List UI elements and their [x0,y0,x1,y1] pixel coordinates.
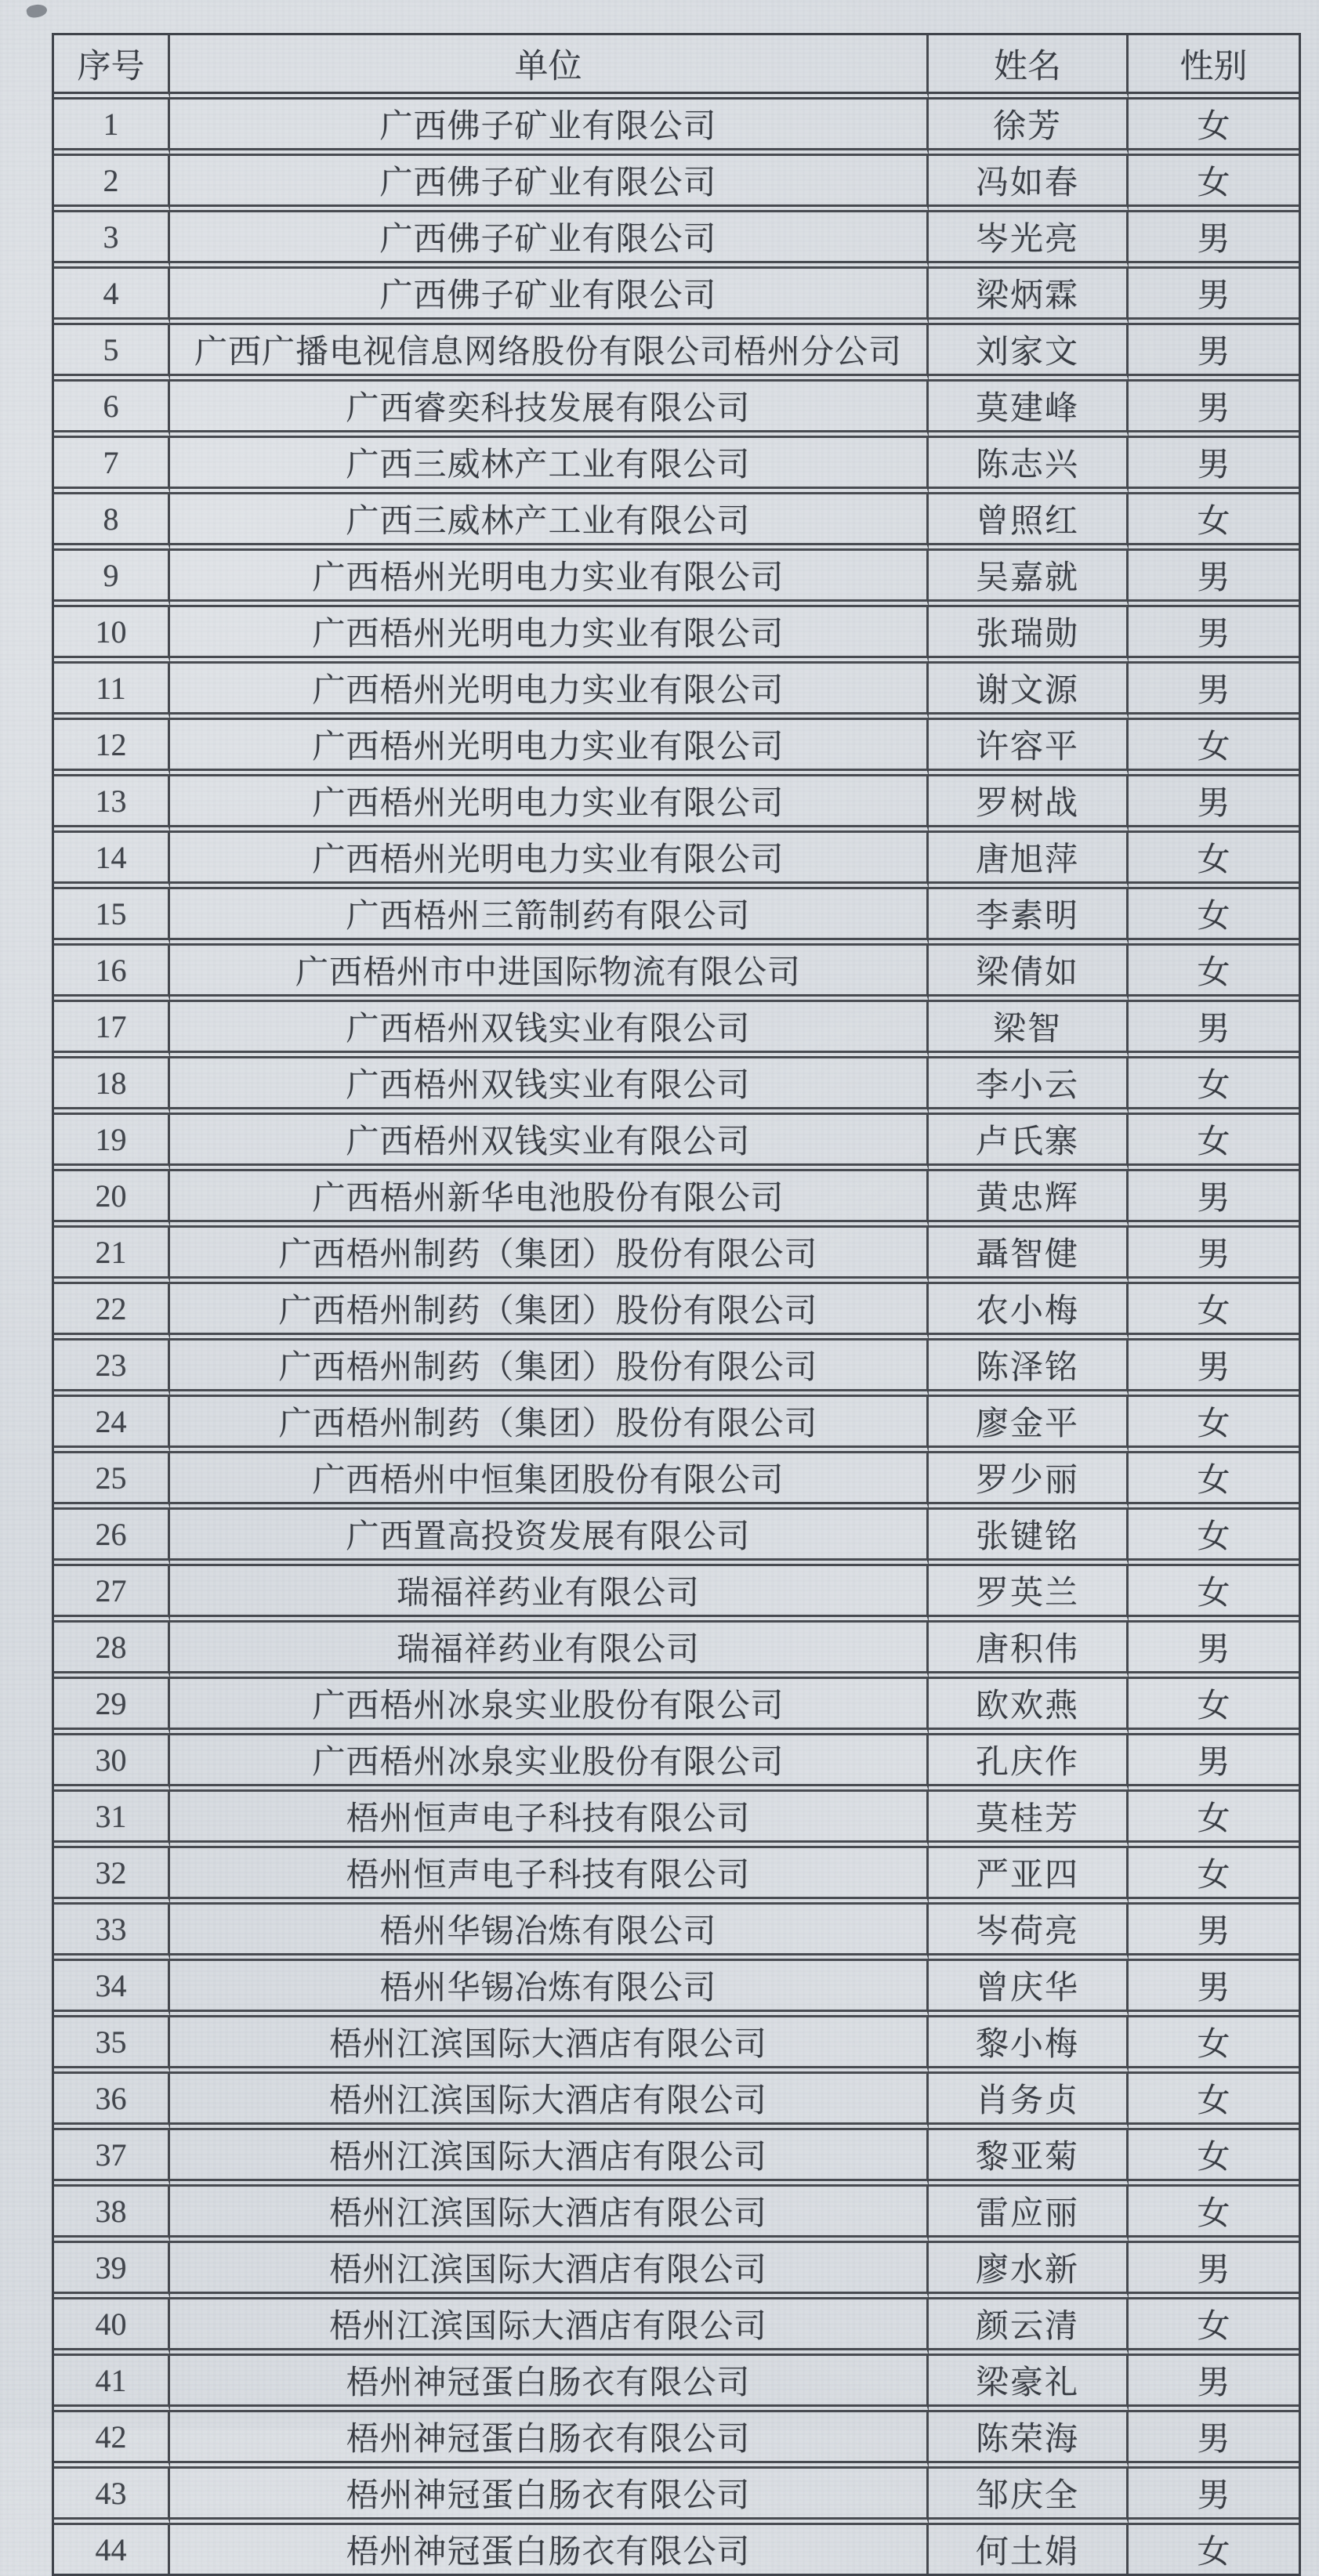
cell-name: 吴嘉就 [929,551,1129,607]
cell-gender: 男 [1129,607,1299,664]
cell-unit: 广西梧州双钱实业有限公司 [170,1002,929,1058]
cell-no: 24 [54,1397,170,1453]
cell-name: 徐芳 [929,99,1129,156]
cell-unit: 广西梧州制药（集团）股份有限公司 [170,1397,929,1453]
cell-name: 邹庆全 [929,2469,1129,2525]
cell-no: 25 [54,1453,170,1510]
cell-no: 39 [54,2243,170,2299]
cell-name: 陈志兴 [929,438,1129,494]
scan-artifact [26,2,49,19]
cell-unit: 梧州恒声电子科技有限公司 [170,1848,929,1905]
cell-no: 10 [54,607,170,664]
cell-no: 1 [54,99,170,156]
cell-name: 罗少丽 [929,1453,1129,1510]
cell-gender: 男 [1129,1623,1299,1679]
cell-name: 陈泽铭 [929,1340,1129,1397]
cell-no: 19 [54,1115,170,1171]
table-row [54,1284,1299,1340]
cell-unit: 梧州神冠蛋白肠衣有限公司 [170,2412,929,2469]
table-row [54,2074,1299,2130]
table-row [54,2525,1299,2574]
cell-gender: 男 [1129,382,1299,438]
cell-unit: 瑞福祥药业有限公司 [170,1566,929,1623]
cell-name: 雷应丽 [929,2187,1129,2243]
cell-gender: 男 [1129,212,1299,269]
cell-gender: 女 [1129,1792,1299,1848]
cell-no: 40 [54,2299,170,2356]
cell-gender: 女 [1129,156,1299,212]
table-row [54,1679,1299,1735]
cell-unit: 广西置高投资发展有限公司 [170,1510,929,1566]
table-row [54,325,1299,382]
cell-no: 11 [54,664,170,720]
cell-unit: 广西佛子矿业有限公司 [170,99,929,156]
cell-gender: 女 [1129,946,1299,1002]
cell-gender: 男 [1129,776,1299,833]
cell-gender: 女 [1197,2534,1230,2571]
header-row [54,35,1299,99]
cell-gender: 女 [1129,2074,1299,2130]
cell-unit: 广西梧州制药（集团）股份有限公司 [170,1284,929,1340]
cell-no: 37 [54,2130,170,2187]
cell-no: 44 [54,2525,170,2574]
cell-no: 15 [54,889,170,946]
cell-no: 12 [54,720,170,776]
cell-name: 肖务贞 [929,2074,1129,2130]
table-body [54,99,1299,2574]
cell-gender: 男 [1129,325,1299,382]
cell-name: 颜云清 [929,2299,1129,2356]
document-sheet [52,33,1301,2576]
table-row [54,1848,1299,1905]
table-row [54,2412,1299,2469]
cell-gender: 女 [1129,2130,1299,2187]
cell-name: 冯如春 [929,156,1129,212]
cell-name: 岑光亮 [929,212,1129,269]
cell-gender: 男 [1129,438,1299,494]
cell-name: 欧欢燕 [929,1679,1129,1735]
cell-unit: 广西梧州制药（集团）股份有限公司 [170,1340,929,1397]
cell-no: 34 [54,1961,170,2017]
cell-unit: 梧州江滨国际大酒店有限公司 [170,2299,929,2356]
cell-name: 张键铭 [929,1510,1129,1566]
table-row [54,2017,1299,2074]
cell-gender: 女 [1129,1397,1299,1453]
cell-gender: 男 [1129,1002,1299,1058]
cell-gender: 女 [1129,1848,1299,1905]
cell-unit: 梧州江滨国际大酒店有限公司 [170,2074,929,2130]
cell-no: 35 [54,2017,170,2074]
table-row [54,2299,1299,2356]
table-row [54,1905,1299,1961]
cell-gender: 女 [1129,1566,1299,1623]
cell-gender: 女 [1129,2017,1299,2074]
cell-gender: 女 [1129,1679,1299,1735]
column-header-1: 单位 [170,35,929,99]
cell-gender: 男 [1129,2243,1299,2299]
cell-no: 6 [54,382,170,438]
cell-unit: 广西梧州制药（集团）股份有限公司 [170,1228,929,1284]
cell-no: 43 [54,2469,170,2525]
cell-gender: 男 [1129,551,1299,607]
table-row [54,1510,1299,1566]
cell-no: 31 [54,1792,170,1848]
cell-gender: 女 [1129,1058,1299,1115]
cell-gender: 男 [1129,2469,1299,2525]
cell-gender: 女 [1129,1510,1299,1566]
cell-unit: 瑞福祥药业有限公司 [170,1623,929,1679]
cell-unit: 广西梧州光明电力实业有限公司 [170,833,929,889]
cell-unit: 广西广播电视信息网络股份有限公司梧州分公司 [170,325,929,382]
cell-unit: 梧州神冠蛋白肠衣有限公司 [170,2525,929,2574]
cell-name: 罗树战 [929,776,1129,833]
cell-name: 严亚四 [929,1848,1129,1905]
cell-unit: 广西梧州市中进国际物流有限公司 [170,946,929,1002]
cell-unit: 梧州神冠蛋白肠衣有限公司 [170,2356,929,2412]
cell-name: 梁倩如 [929,946,1129,1002]
cell-gender: 女 [1129,2187,1299,2243]
cell-name: 黎小梅 [929,2017,1129,2074]
cell-name: 梁豪礼 [929,2356,1129,2412]
cell-no: 17 [54,1002,170,1058]
cell-gender: 男 [1129,269,1299,325]
cell-no: 5 [54,325,170,382]
table-row [54,1453,1299,1510]
cell-no: 2 [54,156,170,212]
cell-unit: 广西佛子矿业有限公司 [170,212,929,269]
cell-name: 刘家文 [929,325,1129,382]
cell-no: 8 [54,494,170,551]
cell-name: 莫桂芳 [929,1792,1129,1848]
cell-unit: 广西梧州冰泉实业股份有限公司 [170,1735,929,1792]
cell-unit: 广西梧州光明电力实业有限公司 [170,607,929,664]
cell-name: 梁炳霖 [929,269,1129,325]
table-row [54,2130,1299,2187]
cell-name: 农小梅 [929,1284,1129,1340]
table-row [54,2243,1299,2299]
cell-gender: 男 [1129,1735,1299,1792]
cell-name: 张瑞勋 [929,607,1129,664]
cell-name: 黎亚菊 [929,2130,1129,2187]
cell-no: 29 [54,1679,170,1735]
cell-unit: 梧州恒声电子科技有限公司 [170,1792,929,1848]
cell-no: 22 [54,1284,170,1340]
cell-name: 孔庆作 [929,1735,1129,1792]
cell-gender: 男 [1129,1961,1299,2017]
cell-no: 18 [54,1058,170,1115]
cell-unit: 广西三威林产工业有限公司 [170,438,929,494]
cell-name: 陈荣海 [929,2412,1129,2469]
cell-no: 32 [54,1848,170,1905]
cell-name: 廖水新 [929,2243,1129,2299]
cell-gender: 男 [1129,1171,1299,1228]
cell-gender: 女 [1129,1115,1299,1171]
cell-gender: 女 [1129,1284,1299,1340]
cell-no: 20 [54,1171,170,1228]
table-row [54,1115,1299,1171]
cell-no: 26 [54,1510,170,1566]
table-row [54,382,1299,438]
table-row [54,664,1299,720]
table-row [54,1340,1299,1397]
cell-unit: 梧州华锡冶炼有限公司 [170,1905,929,1961]
table-row [54,1002,1299,1058]
cell-gender: 男 [1129,1340,1299,1397]
roster-table [52,33,1301,2576]
cell-no: 23 [54,1340,170,1397]
cell-gender: 女 [1129,99,1299,156]
cell-gender: 男 [1129,1905,1299,1961]
cell-unit: 梧州神冠蛋白肠衣有限公司 [170,2469,929,2525]
table-row [54,1566,1299,1623]
cell-gender: 男 [1129,664,1299,720]
cell-gender: 女 [1129,494,1299,551]
cell-name: 曾照红 [929,494,1129,551]
table-row [54,776,1299,833]
cell-unit: 广西佛子矿业有限公司 [170,269,929,325]
cell-name: 廖金平 [929,1397,1129,1453]
cell-unit: 梧州江滨国际大酒店有限公司 [170,2187,929,2243]
cell-name: 唐积伟 [929,1623,1129,1679]
cell-gender: 男 [1129,2356,1299,2412]
cell-unit: 广西梧州光明电力实业有限公司 [170,720,929,776]
table-row [54,1961,1299,2017]
cell-unit: 梧州江滨国际大酒店有限公司 [170,2017,929,2074]
cell-unit: 广西梧州中恒集团股份有限公司 [170,1453,929,1510]
cell-unit: 广西三威林产工业有限公司 [170,494,929,551]
table-row [54,889,1299,946]
cell-unit: 广西梧州光明电力实业有限公司 [170,551,929,607]
cell-unit: 广西梧州新华电池股份有限公司 [170,1171,929,1228]
cell-name: 黄忠辉 [929,1171,1129,1228]
cell-name: 唐旭萍 [929,833,1129,889]
table-row [54,269,1299,325]
table-row [54,156,1299,212]
cell-gender: 女 [1129,889,1299,946]
cell-unit: 广西梧州冰泉实业股份有限公司 [170,1679,929,1735]
cell-gender: 女 [1129,1453,1299,1510]
cell-name: 罗英兰 [929,1566,1129,1623]
table-row [54,494,1299,551]
cell-name: 曾庆华 [929,1961,1129,2017]
table-row [54,1623,1299,1679]
cell-no: 9 [54,551,170,607]
cell-no: 21 [54,1228,170,1284]
cell-no: 4 [54,269,170,325]
cell-unit: 梧州江滨国际大酒店有限公司 [170,2130,929,2187]
cell-gender: 男 [1129,1228,1299,1284]
cell-name: 梁智 [929,1002,1129,1058]
cell-no: 14 [54,833,170,889]
column-header-3: 性别 [1129,35,1299,99]
cell-name: 卢氏寨 [929,1115,1129,1171]
cell-no: 28 [54,1623,170,1679]
cell-gender: 女 [1129,833,1299,889]
table-row [54,1171,1299,1228]
cell-no: 41 [54,2356,170,2412]
table-row [54,607,1299,664]
table-row [54,1228,1299,1284]
table-row [54,551,1299,607]
table-row [54,2356,1299,2412]
cell-no: 7 [54,438,170,494]
table-row [54,720,1299,776]
cell-gender: 女 [1129,2299,1299,2356]
cell-name: 李小云 [929,1058,1129,1115]
cell-name: 李素明 [929,889,1129,946]
cell-no: 13 [54,776,170,833]
cell-gender: 女 [1129,720,1299,776]
cell-unit: 广西梧州光明电力实业有限公司 [170,776,929,833]
cell-unit: 广西睿奕科技发展有限公司 [170,382,929,438]
table-row [54,212,1299,269]
table-row [54,1058,1299,1115]
cell-no: 42 [54,2412,170,2469]
cell-unit: 广西梧州双钱实业有限公司 [170,1058,929,1115]
cell-unit: 广西佛子矿业有限公司 [170,156,929,212]
table-row [54,1792,1299,1848]
table-row [54,438,1299,494]
table-row [54,946,1299,1002]
cell-unit: 广西梧州三箭制药有限公司 [170,889,929,946]
column-header-0: 序号 [54,35,170,99]
table-row [54,833,1299,889]
cell-name: 谢文源 [929,664,1129,720]
cell-name: 岑荷亮 [929,1905,1129,1961]
cell-name: 何土娟 [929,2525,1129,2574]
cell-no: 30 [54,1735,170,1792]
cell-unit: 梧州华锡冶炼有限公司 [170,1961,929,2017]
cell-no: 16 [54,946,170,1002]
cell-no: 33 [54,1905,170,1961]
cell-no: 36 [54,2074,170,2130]
cell-no: 3 [54,212,170,269]
cell-name: 许容平 [929,720,1129,776]
cell-gender: 男 [1129,2412,1299,2469]
cell-unit: 梧州江滨国际大酒店有限公司 [170,2243,929,2299]
cell-name: 莫建峰 [929,382,1129,438]
table-row [54,1735,1299,1792]
cell-name: 聶智健 [929,1228,1129,1284]
cell-unit: 广西梧州光明电力实业有限公司 [170,664,929,720]
cell-no: 38 [54,2187,170,2243]
table-row [54,2187,1299,2243]
table-row [54,1397,1299,1453]
cell-no: 27 [54,1566,170,1623]
table-row [54,2469,1299,2525]
cell-unit: 广西梧州双钱实业有限公司 [170,1115,929,1171]
column-header-2: 姓名 [929,35,1129,99]
table-row [54,99,1299,156]
